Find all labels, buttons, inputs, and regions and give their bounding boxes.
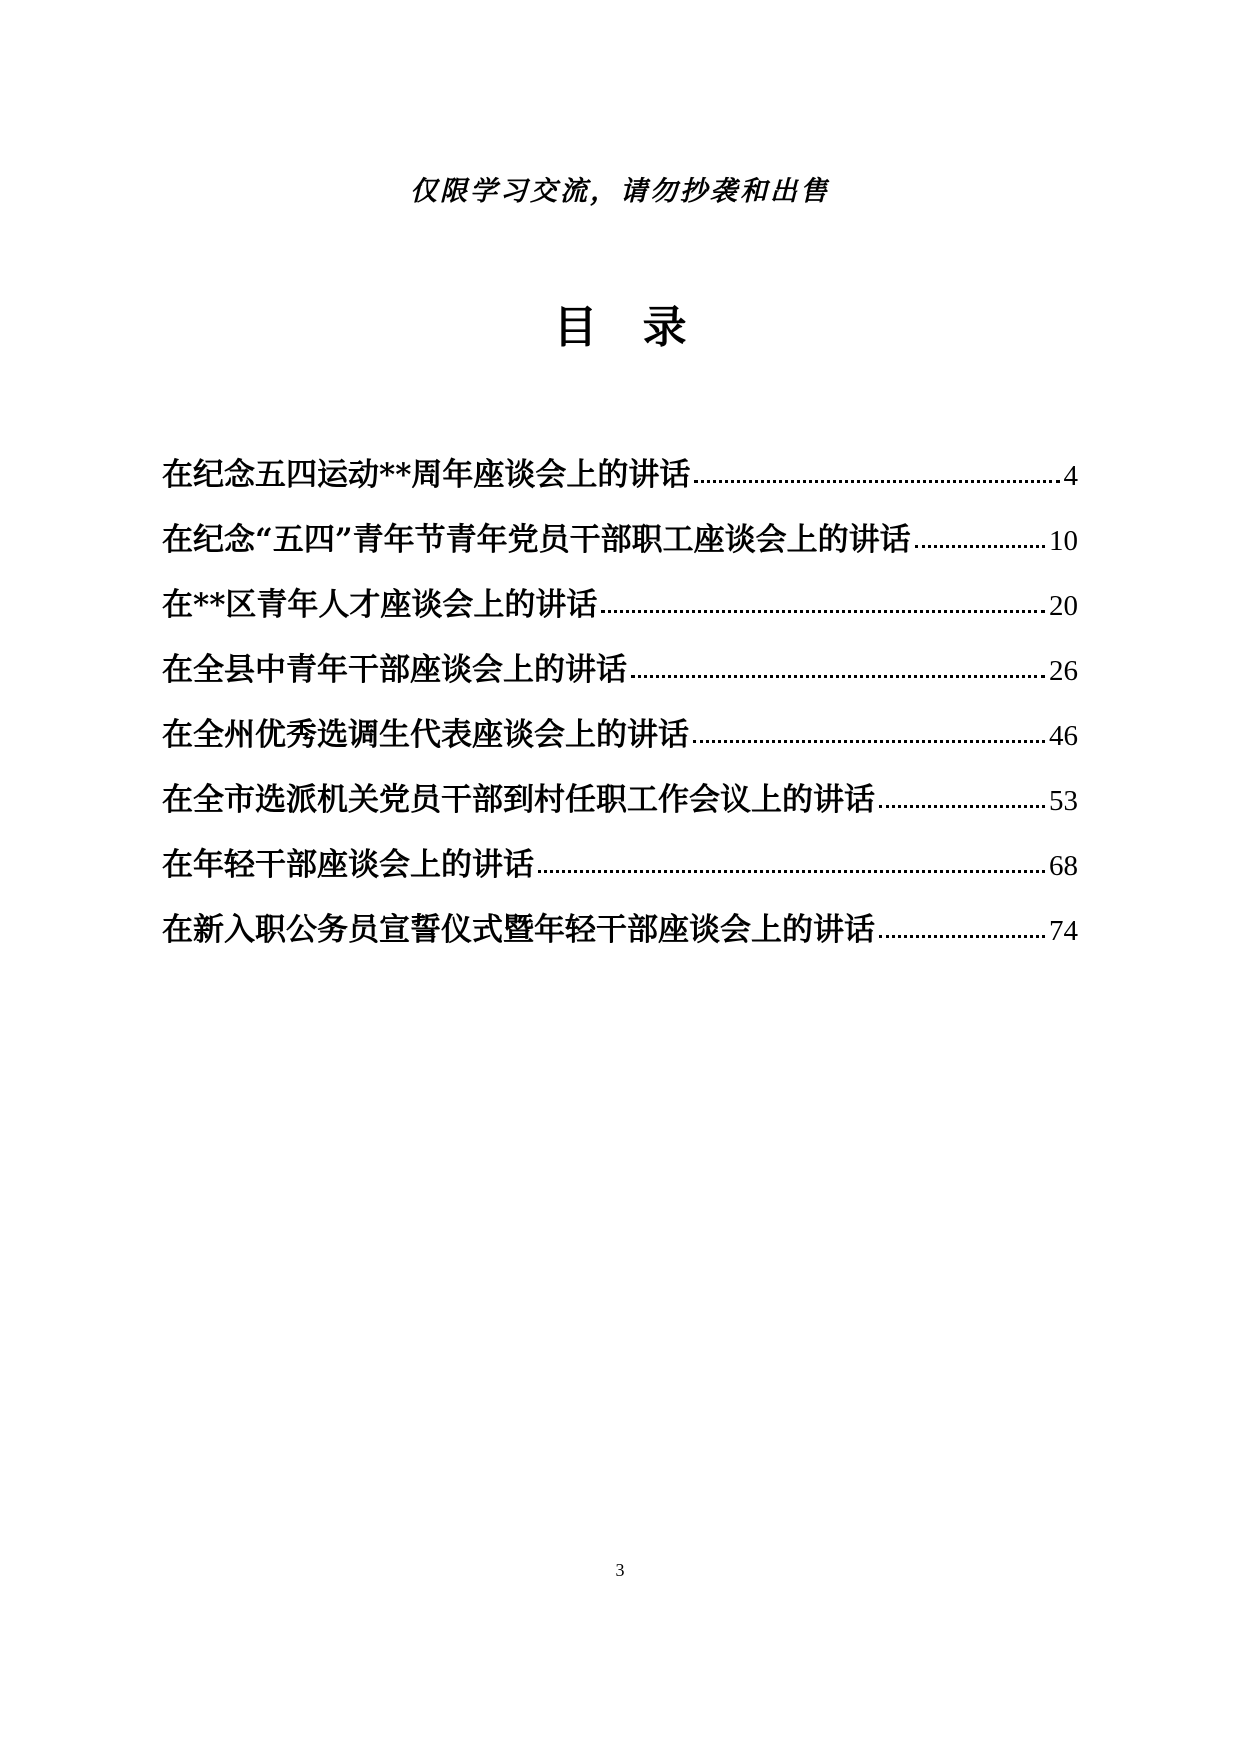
toc-entry-page: 26	[1049, 655, 1078, 687]
toc-dot-leader	[915, 545, 1045, 548]
toc-entry[interactable]	[162, 907, 1078, 972]
toc-entry-title: 在全县中青年干部座谈会上的讲话	[162, 652, 627, 688]
toc-entry-page: 4	[1063, 460, 1078, 492]
toc-dot-leader	[879, 805, 1045, 808]
toc-dot-leader	[693, 740, 1045, 743]
toc-entry-page: 68	[1049, 850, 1078, 882]
toc-entry-page: 20	[1049, 590, 1078, 622]
toc-entry[interactable]	[162, 452, 1078, 517]
toc-entry-title: 在全州优秀选调生代表座谈会上的讲话	[162, 717, 689, 753]
toc-entry-page: 46	[1049, 720, 1078, 752]
toc-entry-title: 在纪念五四运动**周年座谈会上的讲话	[162, 457, 691, 493]
toc-entry-page: 10	[1049, 525, 1078, 557]
usage-notice: 仅限学习交流，请勿抄袭和出售	[410, 176, 830, 207]
toc-entry-title: 在年轻干部座谈会上的讲话	[162, 847, 534, 883]
page-number: 3	[615, 1560, 625, 1580]
toc-entry-page: 74	[1049, 915, 1078, 947]
toc-entry-title: 在全市选派机关党员干部到村任职工作会议上的讲话	[162, 782, 875, 818]
toc-entry[interactable]	[162, 517, 1078, 582]
toc-entry-page: 53	[1049, 785, 1078, 817]
toc-dot-leader	[879, 935, 1045, 938]
toc-entry[interactable]	[162, 777, 1078, 842]
toc-dot-leader	[694, 480, 1059, 483]
toc-dot-leader	[631, 675, 1045, 678]
toc-entry-title: 在**区青年人才座谈会上的讲话	[162, 587, 598, 623]
toc-entry-title: 在纪念“五四”青年节青年党员干部职工座谈会上的讲话	[162, 522, 911, 558]
toc-entry-title: 在新入职公务员宣誓仪式暨年轻干部座谈会上的讲话	[162, 912, 875, 948]
toc-entry[interactable]	[162, 582, 1078, 647]
toc-entry[interactable]	[162, 842, 1078, 907]
toc-entry[interactable]	[162, 712, 1078, 777]
toc-dot-leader	[601, 610, 1045, 613]
toc-list	[162, 452, 1078, 972]
toc-entry[interactable]	[162, 647, 1078, 712]
toc-title: 目 录	[553, 302, 687, 353]
toc-dot-leader	[538, 870, 1045, 873]
